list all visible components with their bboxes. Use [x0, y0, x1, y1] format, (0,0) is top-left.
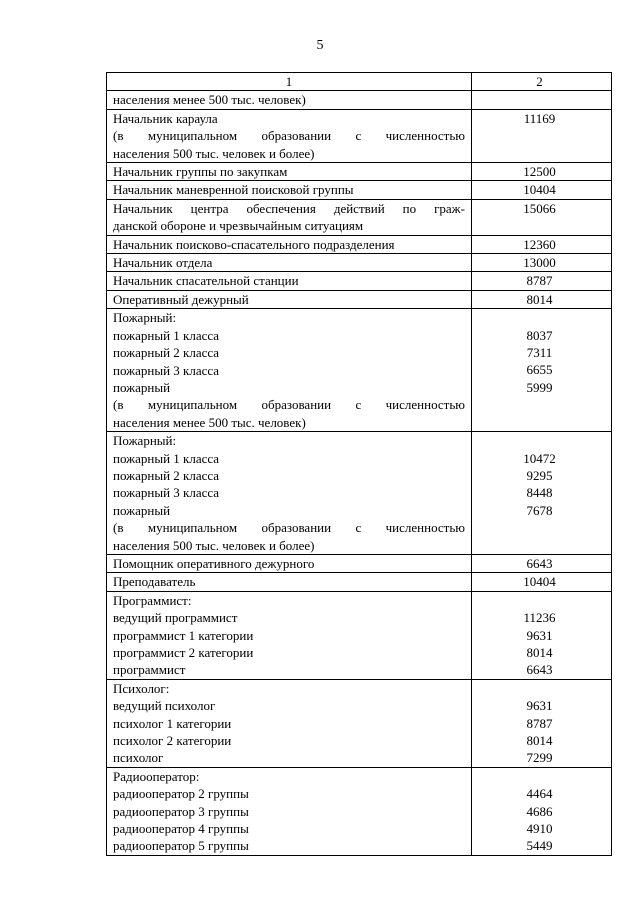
- position-text: психолог 2 категории: [113, 733, 232, 749]
- position-text: Начальник маневренной поисковой группы: [113, 182, 354, 198]
- salary-value: 7299: [526, 750, 553, 766]
- salary-value: [478, 91, 601, 108]
- position-text: пожарный 2 класса: [113, 467, 220, 483]
- position-text: ведущий программист: [113, 610, 238, 626]
- column-header-2: 2: [472, 73, 612, 91]
- salary-value: 6655: [526, 362, 553, 378]
- position-text: пожарный 3 класса: [113, 362, 220, 378]
- position-cell: [107, 181, 472, 199]
- position-text: Начальник отдела: [113, 255, 213, 271]
- position-text: Начальник караула: [113, 110, 218, 126]
- salary-cell: [472, 432, 612, 555]
- position-text: программист 1 категории: [113, 627, 254, 643]
- position-text: пожарный 3 класса: [113, 485, 220, 501]
- table-row: [107, 272, 612, 290]
- salary-value: 11169: [523, 110, 556, 126]
- position-text: программист: [113, 662, 186, 678]
- salary-cell: [472, 573, 612, 591]
- position-cell: [107, 272, 472, 290]
- position-cell: [107, 309, 472, 432]
- position-text: населения менее 500 тыс. человек): [113, 414, 306, 430]
- table-row: [107, 199, 612, 235]
- position-text: Начальник группы по закупкам: [113, 164, 288, 180]
- position-text: пожарный: [113, 502, 171, 518]
- salary-value: 10404: [523, 182, 556, 198]
- salary-cell: [472, 554, 612, 572]
- position-cell: [107, 432, 472, 555]
- position-text: радиооператор 2 группы: [113, 786, 249, 802]
- position-text: пожарный 1 класса: [113, 327, 220, 343]
- position-text: (в муниципальном образовании с численностью: [113, 128, 465, 144]
- position-cell: [107, 235, 472, 253]
- salary-cell: [472, 591, 612, 679]
- position-text: Программист:: [113, 592, 192, 608]
- salary-cell: [472, 767, 612, 855]
- table-row: [107, 181, 612, 199]
- position-text: (в муниципальном образовании с численностью: [113, 520, 465, 536]
- position-text: населения 500 тыс. человек и более): [113, 145, 315, 161]
- position-text: населения 500 тыс. человек и более): [113, 537, 315, 553]
- salary-value: 5449: [526, 838, 553, 854]
- salary-cell: [472, 290, 612, 308]
- salary-value: 7311: [526, 345, 553, 361]
- position-text: психолог: [113, 750, 164, 766]
- salary-value: 13000: [523, 255, 556, 271]
- salary-value: [478, 396, 601, 413]
- position-text: психолог 1 категории: [113, 715, 232, 731]
- salary-cell: [472, 235, 612, 253]
- position-cell: [107, 767, 472, 855]
- salary-cell: [472, 109, 612, 162]
- salary-value: 5999: [526, 379, 553, 395]
- salary-value: 4686: [526, 803, 553, 819]
- salary-value: [478, 537, 601, 554]
- salary-value: 10472: [523, 450, 556, 466]
- position-text: Начальник поисково-спасательного подразделения: [113, 236, 395, 252]
- salary-value: 10404: [523, 574, 556, 590]
- salary-value: 6643: [526, 555, 553, 571]
- salary-value: 12360: [523, 236, 556, 252]
- salary-value: [478, 592, 601, 609]
- salary-table-body: [107, 73, 612, 856]
- position-text: ведущий психолог: [113, 698, 216, 714]
- salary-value: 8014: [526, 733, 553, 749]
- table-row: [107, 163, 612, 181]
- salary-value: [478, 127, 601, 144]
- salary-value: 8037: [526, 327, 553, 343]
- salary-value: [478, 519, 601, 536]
- salary-value: [478, 432, 601, 449]
- salary-cell: [472, 199, 612, 235]
- position-text: Психолог:: [113, 680, 170, 696]
- salary-value: 8448: [526, 485, 553, 501]
- position-text: радиооператор 4 группы: [113, 821, 249, 837]
- salary-value: 9295: [526, 467, 553, 483]
- position-cell: [107, 91, 472, 109]
- position-text: пожарный 2 класса: [113, 345, 220, 361]
- position-text: пожарный: [113, 379, 171, 395]
- salary-value: 12500: [523, 164, 556, 180]
- salary-value: 11236: [523, 610, 556, 626]
- table-row: [107, 235, 612, 253]
- position-cell: [107, 199, 472, 235]
- position-text: (в муниципальном образовании с численностью: [113, 397, 465, 413]
- salary-cell: [472, 91, 612, 109]
- position-text: Радиооператор:: [113, 768, 200, 784]
- position-text: Помощник оперативного дежурного: [113, 555, 315, 571]
- salary-value: [478, 217, 601, 234]
- table-row: [107, 767, 612, 855]
- position-text: Оперативный дежурный: [113, 291, 249, 307]
- position-cell: [107, 109, 472, 162]
- position-cell: [107, 163, 472, 181]
- column-header-1: 1: [107, 73, 472, 91]
- salary-value: 8787: [526, 715, 553, 731]
- position-cell: [107, 554, 472, 572]
- salary-value: 8014: [526, 291, 553, 307]
- salary-value: 8014: [526, 644, 553, 660]
- salary-value: [478, 309, 601, 326]
- salary-cell: [472, 272, 612, 290]
- table-row: [107, 109, 612, 162]
- position-text: радиооператор 5 группы: [113, 838, 249, 854]
- table-row: [107, 679, 612, 767]
- position-text: Пожарный:: [113, 310, 177, 326]
- table-header-row: [107, 73, 612, 91]
- table-row: [107, 432, 612, 555]
- salary-value: [478, 768, 601, 785]
- salary-value: 4910: [526, 821, 553, 837]
- table-row: [107, 254, 612, 272]
- position-text: Начальник спасательной станции: [113, 273, 299, 289]
- position-text: пожарный 1 класса: [113, 450, 220, 466]
- salary-value: 7678: [526, 502, 553, 518]
- salary-value: 8787: [526, 273, 553, 289]
- salary-value: 15066: [523, 200, 556, 216]
- position-text: радиооператор 3 группы: [113, 803, 249, 819]
- page-number: 5: [316, 38, 324, 53]
- position-text: программист 2 категории: [113, 645, 254, 660]
- salary-value: 6643: [526, 662, 553, 678]
- salary-cell: [472, 181, 612, 199]
- salary-cell: [472, 309, 612, 432]
- salary-value: [478, 414, 601, 431]
- salary-value: [478, 145, 601, 162]
- position-text: Начальник центра обеспечения действий по граж-: [113, 200, 465, 216]
- position-cell: [107, 591, 472, 679]
- salary-value: 4464: [526, 786, 553, 802]
- table-row: [107, 554, 612, 572]
- position-cell: [107, 679, 472, 767]
- table-row: [107, 591, 612, 679]
- salary-value: 9631: [526, 627, 553, 643]
- salary-cell: [472, 679, 612, 767]
- position-text: населения менее 500 тыс. человек): [113, 92, 306, 108]
- table-row: [107, 309, 612, 432]
- position-text: данской обороне и чрезвычайным ситуациям: [113, 218, 364, 234]
- table-row: [107, 91, 612, 109]
- position-text: Преподаватель: [113, 574, 196, 590]
- table-row: [107, 573, 612, 591]
- position-cell: [107, 254, 472, 272]
- salary-value: [478, 680, 601, 697]
- salary-cell: [472, 163, 612, 181]
- position-cell: [107, 573, 472, 591]
- salary-value: 9631: [526, 698, 553, 714]
- salary-cell: [472, 254, 612, 272]
- position-text: Пожарный:: [113, 433, 177, 449]
- position-cell: [107, 290, 472, 308]
- salary-table: [106, 72, 612, 856]
- table-row: [107, 290, 612, 308]
